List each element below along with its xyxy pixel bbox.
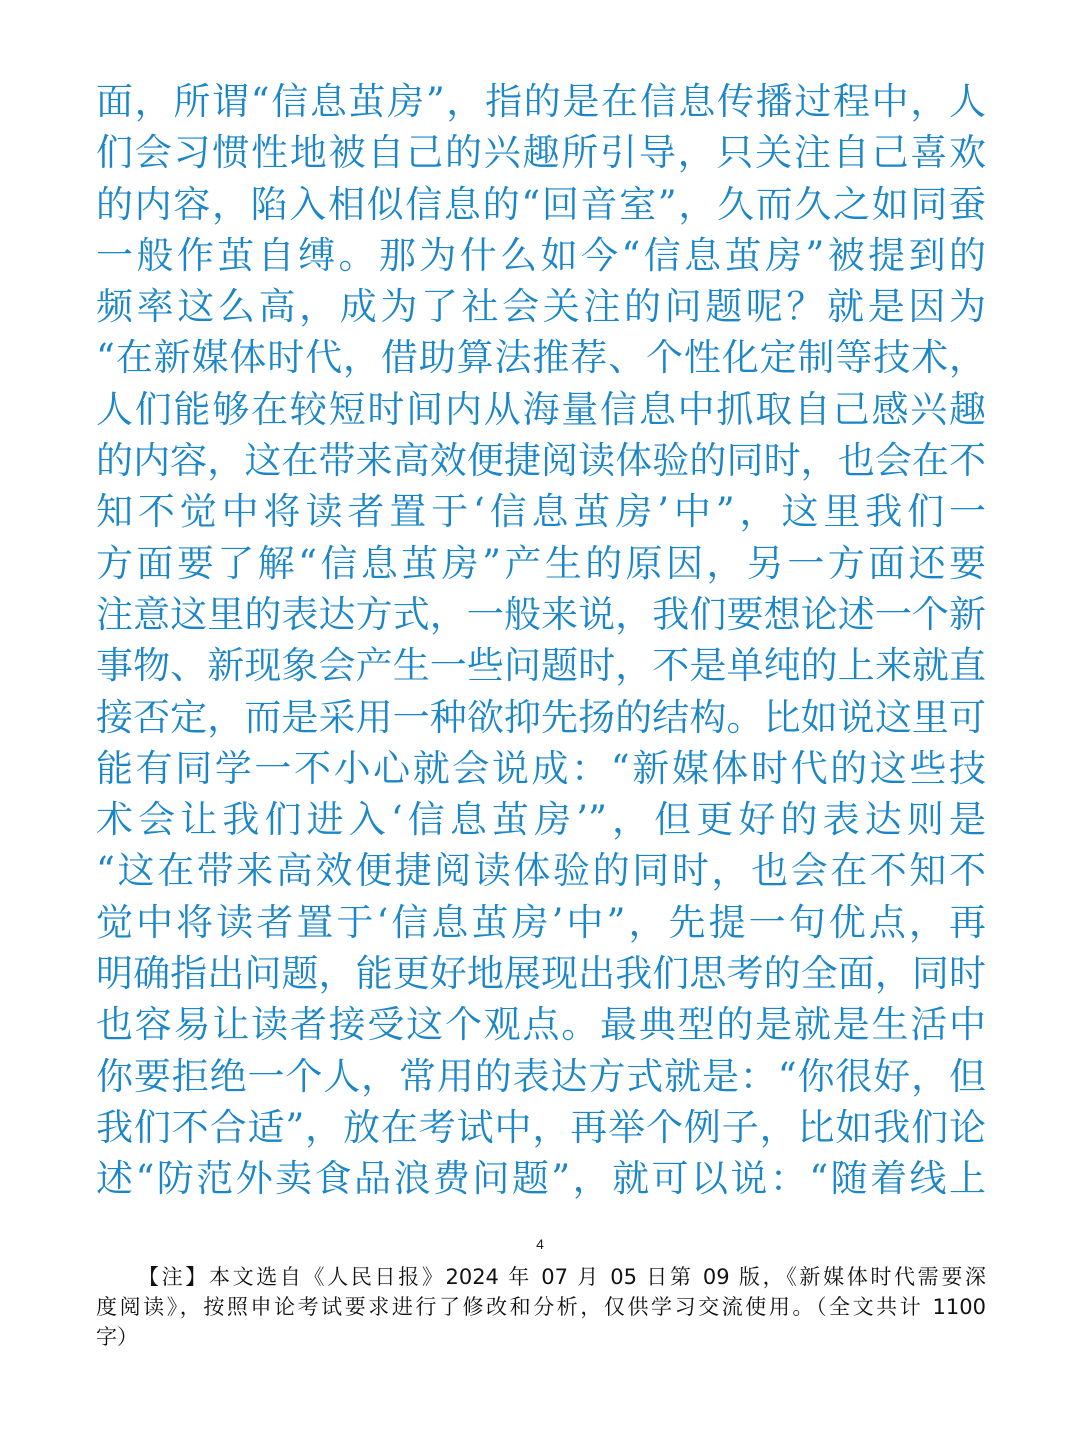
article-body [96, 76, 986, 1205]
body-line: 事物、新现象会产生一些问题时，不是单纯的上来就直 [96, 644, 986, 688]
body-line: 注意这里的表达方式，一般来说，我们要想论述一个新 [96, 592, 986, 636]
note-line: 【注】本文选自《人民日报》2024 年 07 月 05 日第 09 版，《新媒体时代需要深 [138, 1265, 986, 1289]
body-line: 们会习惯性地被自己的兴趣所引导，只关注自己喜欢 [96, 131, 986, 175]
body-line: 的内容，这在带来高效便捷阅读体验的同时，也会在不 [96, 439, 986, 483]
body-line: 术会让我们进入‘信息茧房’”，但更好的表达则是 [96, 798, 986, 842]
page-number: 4 [536, 1236, 544, 1252]
body-line: 方面要了解“信息茧房”产生的原因，另一方面还要 [96, 541, 986, 585]
body-line: 人们能够在较短时间内从海量信息中抓取自己感兴趣 [96, 387, 986, 431]
body-line: “在新媒体时代，借助算法推荐、个性化定制等技术， [96, 336, 986, 380]
body-line: 述“防范外卖食品浪费问题”，就可以说：“随着线上 [96, 1157, 986, 1201]
body-line: 明确指出问题，能更好地展现出我们思考的全面，同时 [96, 952, 986, 996]
body-line: 知不觉中将读者置于‘信息茧房’中”，这里我们一 [96, 490, 986, 534]
body-line: 觉中将读者置于‘信息茧房’中”，先提一句优点，再 [96, 900, 986, 944]
body-line: 面，所谓“信息茧房”，指的是在信息传播过程中，人 [96, 80, 986, 123]
body-line: 的内容，陷入相似信息的“回音室”，久而久之如同蚕 [96, 182, 986, 226]
note-line: 字） [96, 1325, 138, 1349]
note-line: 度阅读》，按照申论考试要求进行了修改和分析，仅供学习交流使用。（全文共计 1100 [96, 1295, 986, 1319]
body-line: 一般作茧自缚。那为什么如今“信息茧房”被提到的 [96, 233, 986, 277]
body-line: “这在带来高效便捷阅读体验的同时，也会在不知不 [96, 849, 986, 893]
body-line: 能有同学一不小心就会说成：“新媒体时代的这些技 [96, 746, 986, 790]
body-line: 你要拒绝一个人，常用的表达方式就是：“你很好，但 [96, 1054, 986, 1098]
body-line: 也容易让读者接受这个观点。最典型的是就是生活中 [96, 1003, 986, 1047]
body-line: 我们不合适”，放在考试中，再举个例子，比如我们论 [96, 1105, 986, 1149]
body-line: 接否定，而是采用一种欲抑先扬的结构。比如说这里可 [96, 695, 986, 739]
body-line: 频率这么高，成为了社会关注的问题呢？就是因为 [96, 285, 986, 329]
source-note [96, 1262, 986, 1352]
